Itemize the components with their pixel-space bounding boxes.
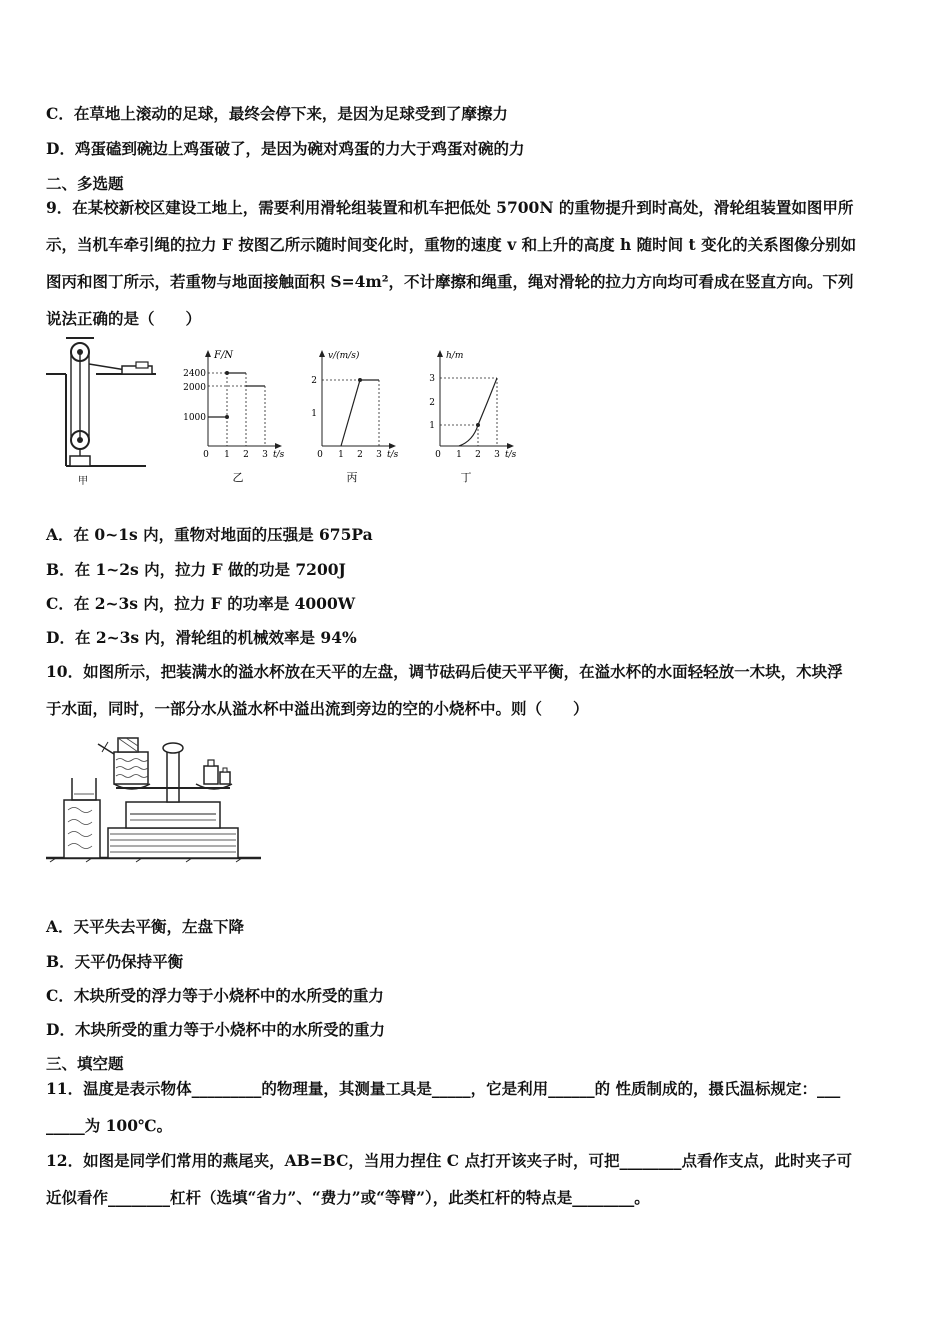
graph-yi-xtick-0: 0 <box>203 450 209 460</box>
graph-ding-ytick-1: 1 <box>429 421 435 431</box>
graph-yi-ytick-2000: 2000 <box>183 383 206 393</box>
graph-bing-ylabel: v/(m/s) <box>328 351 360 361</box>
graph-yi-xtick-3: 3 <box>262 450 268 460</box>
graph-bing-caption: 丙 <box>346 471 358 484</box>
graph-yi-ytick-1000: 1000 <box>183 413 206 423</box>
q10-option-b: B．天平仍保持平衡 <box>46 952 184 971</box>
q12-line-1: 12．如图是同学们常用的燕尾夹，AB=BC，当用力捏住 C 点打开该夹子时，可把________点看作支点，此时夹子可 <box>46 1151 853 1170</box>
graph-ding-ylabel: h/m <box>446 351 464 361</box>
graph-yi-xtick-1: 1 <box>224 450 230 460</box>
graph-yi-force-time <box>180 346 290 486</box>
q10-option-c: C．木块所受的浮力等于小烧杯中的水所受的重力 <box>46 986 384 1005</box>
graph-ding-xtick-1: 1 <box>456 450 462 460</box>
q11-line-2: _____为 100℃。 <box>46 1116 173 1135</box>
q10-stem-line-1: 10．如图所示，把装满水的溢水杯放在天平的左盘，调节砝码后使天平平衡，在溢水杯的水面轻轻放一木块，木块浮 <box>46 662 843 681</box>
graph-ding-height-time <box>418 346 528 486</box>
graph-bing-xtick-1: 1 <box>338 450 344 460</box>
section-fill-blank-heading: 三、填空题 <box>46 1054 124 1073</box>
figure-balance-overflow-cup <box>46 730 266 870</box>
q8-option-d: D．鸡蛋磕到碗边上鸡蛋破了，是因为碗对鸡蛋的力大于鸡蛋对碗的力 <box>46 139 525 158</box>
q9-option-b: B．在 1~2s 内，拉力 F 做的功是 7200J <box>46 560 346 579</box>
q11-line-1: 11．温度是表示物体_________的物理量，其测量工具是_____，它是利用______的 性质制成的，摄氏温标规定：___ <box>46 1079 841 1098</box>
q9-stem-line-2: 示，当机车牵引绳的拉力 F 按图乙所示随时间变化时，重物的速度 v 和上升的高度 h 随时间 t 变化的关系图像分别如 <box>46 235 857 254</box>
q8-option-c: C．在草地上滚动的足球，最终会停下来，是因为足球受到了摩擦力 <box>46 104 508 123</box>
q9-option-d: D．在 2~3s 内，滑轮组的机械效率是 94% <box>46 628 357 647</box>
graph-yi-caption: 乙 <box>232 471 244 484</box>
graph-yi-ytick-2400: 2400 <box>183 369 206 379</box>
graph-ding-caption: 丁 <box>460 471 472 484</box>
graph-bing-xtick-3: 3 <box>376 450 382 460</box>
graph-bing-xtick-0: 0 <box>317 450 323 460</box>
graph-bing-ytick-1: 1 <box>311 409 317 419</box>
figure-jia-pulley <box>46 336 166 486</box>
section-multiple-choice-heading: 二、多选题 <box>46 174 124 193</box>
figure-jia-caption: 甲 <box>78 476 88 486</box>
q9-stem-line-4: 说法正确的是（ ） <box>46 309 202 328</box>
q10-stem-line-2: 于水面，同时，一部分水从溢水杯中溢出流到旁边的空的小烧杯中。则（ ） <box>46 699 589 718</box>
graph-yi-xlabel: t/s <box>273 450 285 460</box>
graph-ding-ytick-2: 2 <box>429 398 435 408</box>
q9-option-c: C．在 2~3s 内，拉力 F 的功率是 4000W <box>46 594 356 613</box>
graph-bing-xlabel: t/s <box>387 450 399 460</box>
q10-option-d: D．木块所受的重力等于小烧杯中的水所受的重力 <box>46 1020 385 1039</box>
graph-ding-xtick-3: 3 <box>494 450 500 460</box>
graph-ding-xtick-2: 2 <box>475 450 481 460</box>
graph-bing-ytick-2: 2 <box>311 376 317 386</box>
graph-ding-xtick-0: 0 <box>435 450 441 460</box>
graph-yi-ylabel: F/N <box>214 350 234 361</box>
graph-bing-xtick-2: 2 <box>357 450 363 460</box>
q10-option-a: A．天平失去平衡，左盘下降 <box>46 917 245 936</box>
q9-stem-line-3: 图丙和图丁所示，若重物与地面接触面积 S=4m²，不计摩擦和绳重，绳对滑轮的拉力方向均可看成在竖直方向。下列 <box>46 272 854 291</box>
graph-ding-ytick-3: 3 <box>429 374 435 384</box>
graph-bing-velocity-time <box>300 346 410 486</box>
graph-ding-xlabel: t/s <box>505 450 517 460</box>
q12-line-2: 近似看作________杠杆（选填“省力”、“费力”或“等臂”），此类杠杆的特点是________。 <box>46 1188 650 1207</box>
graph-yi-xtick-2: 2 <box>243 450 249 460</box>
q9-option-a: A．在 0~1s 内，重物对地面的压强是 675Pa <box>46 525 373 544</box>
q9-stem-line-1: 9．在某校新校区建设工地上，需要利用滑轮组装置和机车把低处 5700N 的重物提升到时高处，滑轮组装置如图甲所 <box>46 198 854 217</box>
